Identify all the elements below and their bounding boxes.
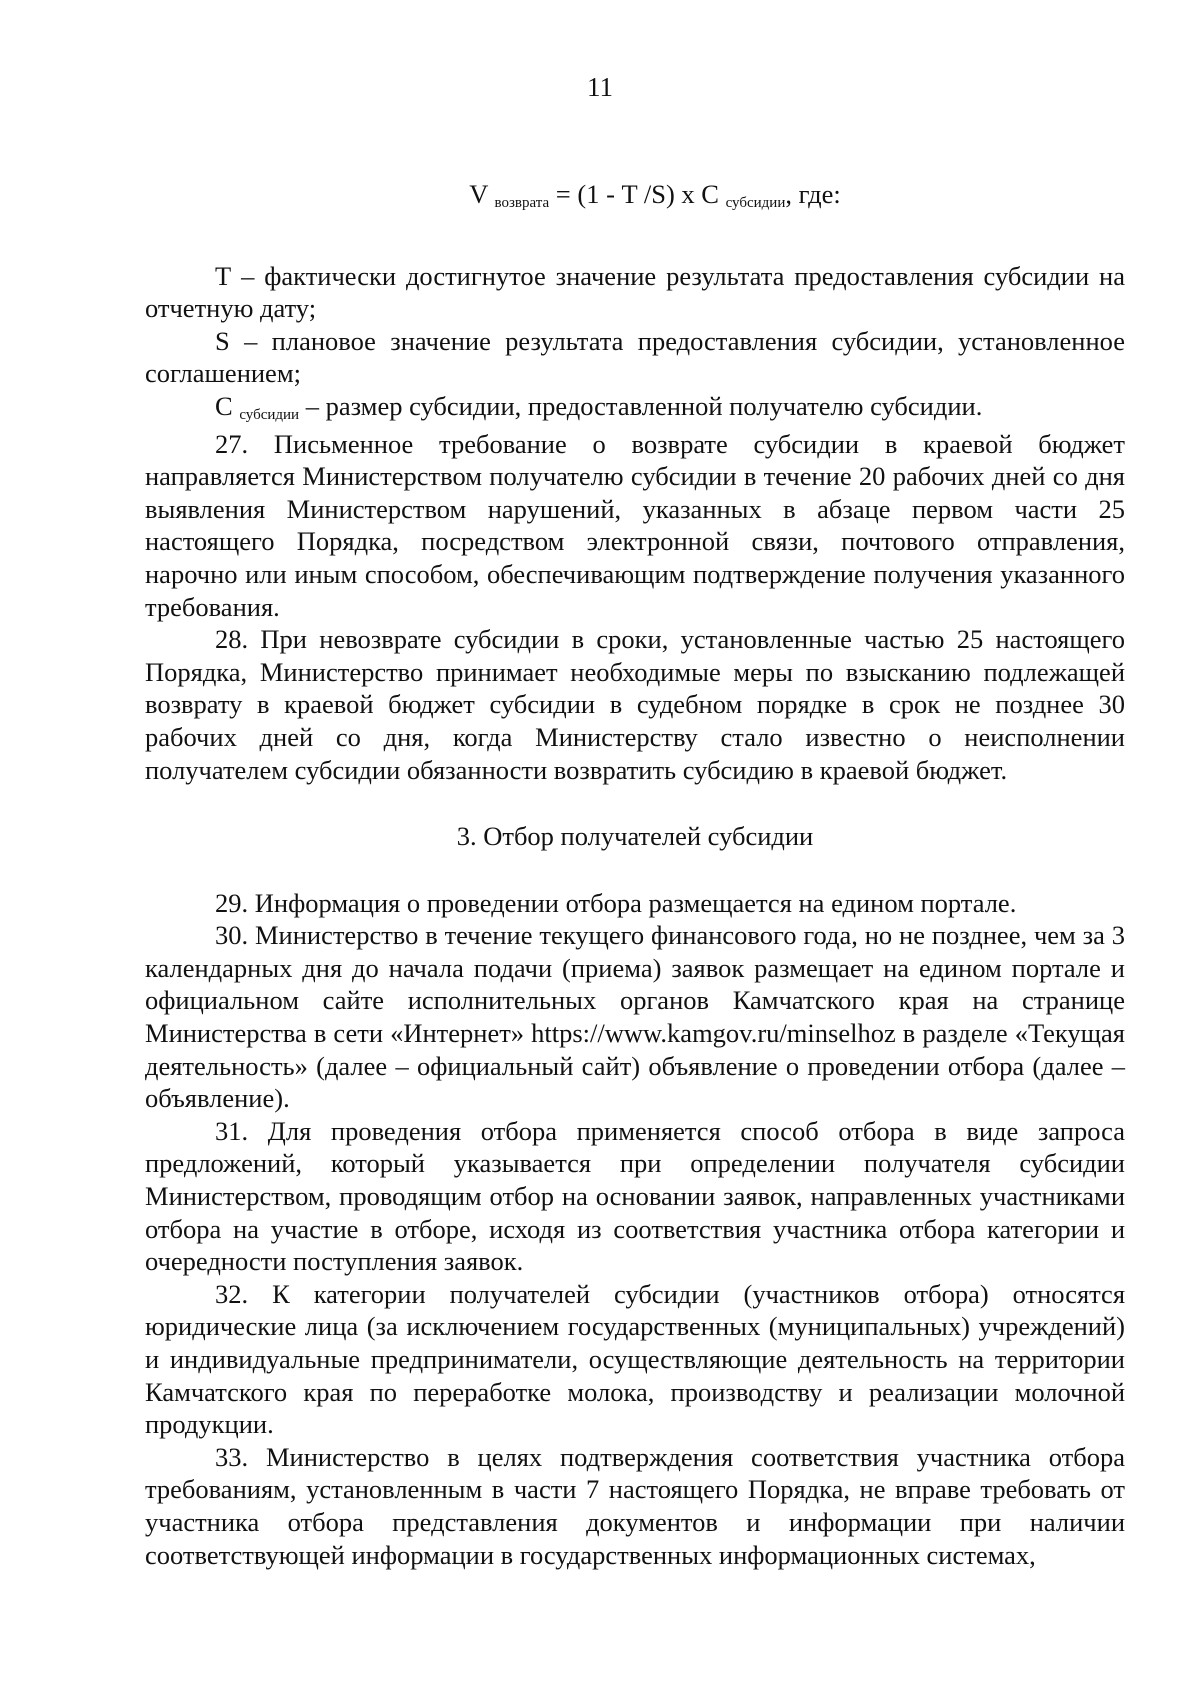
definition-t-text: Т – фактически достигнутое значение результата предоставления субсидии на отчетную дату; <box>145 260 1125 324</box>
definition-s-text: S – плановое значение результата предоставления субсидии, установленное соглашением; <box>145 325 1125 389</box>
definition-c-subscript: субсидии <box>239 406 300 423</box>
formula <box>145 178 1125 216</box>
paragraph-33 <box>145 1441 1125 1571</box>
paragraph-29: 29. Информация о проведении отбора размещается на едином портале. <box>215 887 1017 918</box>
definition-c-symbol: С <box>215 390 233 421</box>
paragraph-28-text: При невозврате субсидии в сроки, установленные частью 25 настоящего Порядка, Министерство принимает необходимые меры по взысканию подлежащей возврату в краевой бюджет субсидии в судебном порядке в срок не позднее 30 рабочих дней со дня, когда Министерству стало известно о неисполнении получателем субсидии обязанности возвратить субсидию в краевой бюджет. <box>145 624 1126 785</box>
paragraph-31 <box>145 1115 1125 1278</box>
formula-v-symbol: V <box>469 179 488 209</box>
paragraph-30 <box>145 919 1125 1115</box>
paragraph-31-text: Для проведения отбора применяется способ отбора в виде запроса предложений, который указывается при определении получателя субсидии Министерством, проводящим отбор на основании заявок, направленных участниками отбора на участие в отборе, исходя из соответствия участника отбора категории и очередности поступления заявок. <box>145 1115 1125 1277</box>
paragraph-31-number: 31. <box>215 1115 249 1146</box>
paragraph-32 <box>145 1278 1125 1441</box>
definition-c <box>145 390 1125 428</box>
paragraph-27-number: 27. <box>215 428 249 459</box>
paragraph-28 <box>145 623 1125 786</box>
paragraph-33-number: 33. <box>215 1441 249 1472</box>
definition-s <box>145 325 1125 390</box>
paragraph-32-number: 32. <box>215 1278 249 1309</box>
paragraph-30-text: Министерство в течение текущего финансового года, но не позднее, чем за 3 календарных дня до начала подачи (приема) заявок размещает на едином портале и официальном сайте исполнительных органов Камчатского края на странице Министерства в сети «Интернет» https://www.kamgov.ru/minselhoz в разделе «Текущая деятельность» (далее – официальный сайт) объявление о проведении отбора (далее – объявление). <box>145 920 1125 1114</box>
definition-t <box>145 260 1125 325</box>
page-number: 11 <box>587 72 613 102</box>
paragraph-27-text: Письменное требование о возврате субсидии в краевой бюджет направляется Министерством получателю субсидии в течение 20 рабочих дней со дня выявления Министерством нарушений, указанных в абзаце первом части 25 настоящего Порядка, посредством электронной связи, почтового отправления, нарочно или иным способом, обеспечивающим подтверждение получения указанного требования. <box>145 428 1126 622</box>
paragraph-28-number: 28. <box>215 624 249 655</box>
formula-v-subscript: возврата <box>494 195 550 211</box>
paragraph-30-number: 30. <box>215 920 249 951</box>
document-body <box>145 178 1125 1571</box>
paragraph-33-text: Министерство в целях подтверждения соответствия участника отбора требованиям, установленным в части 7 настоящего Порядка, не вправе требовать от участника отбора представления документов и информации при наличии соответствующей информации в государственных информационных системах, <box>145 1441 1125 1570</box>
paragraph-32-text: К категории получателей субсидии (участников отбора) относятся юридические лица (за исключением государственных (муниципальных) учреждений) и индивидуальные предприниматели, осуществляющие деятельность на территории Камчатского края по переработке молока, производству и реализации молочной продукции. <box>145 1278 1126 1440</box>
formula-expression: = (1 - T /S) x C <box>555 179 719 209</box>
definition-c-text: – размер субсидии, предоставленной получателю субсидии. <box>299 390 983 421</box>
formula-tail: , где: <box>785 179 841 209</box>
paragraph-27 <box>145 428 1125 624</box>
section-heading: 3. Отбор получателей субсидии <box>456 821 814 852</box>
formula-c-subscript: субсидии <box>725 195 786 211</box>
